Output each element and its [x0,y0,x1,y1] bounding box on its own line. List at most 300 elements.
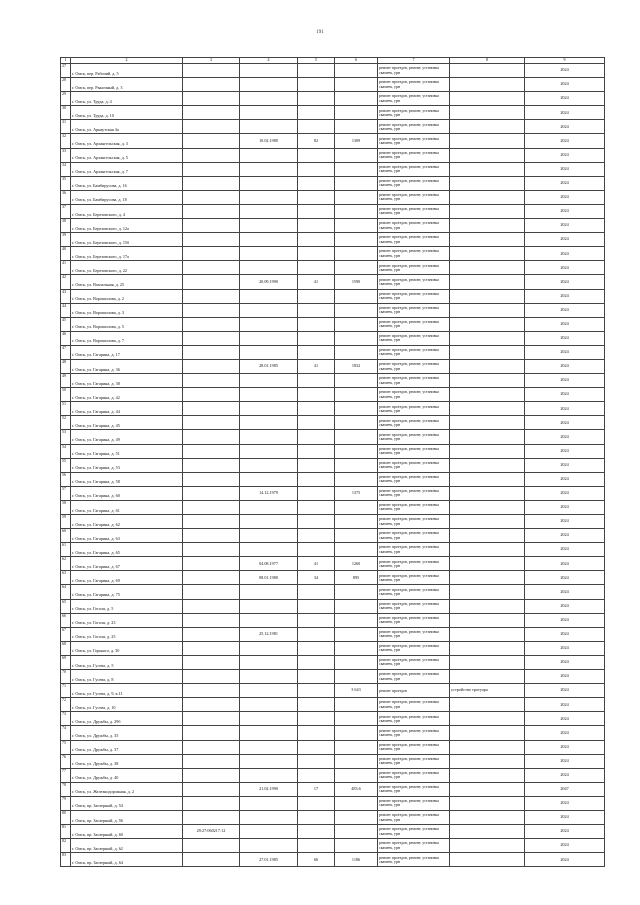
note-cell [450,444,525,458]
date-cell [240,176,298,190]
table-row [61,275,605,289]
address-cell: г. Омск, ул. Березовского, д. 4 [71,204,183,218]
row-number: 79 [61,796,71,810]
work-type-cell: ремонт проездов, ремонт, установка скамеек, урн [378,796,450,810]
table-row [61,627,605,641]
row-number: 78 [61,782,71,796]
address-cell: г. Омск, ул. Березовского, д. 15б [71,233,183,247]
area-cell [335,726,378,740]
year-cell: 2024 [525,64,605,78]
address-cell: г. Омск, ул. Гагарина, д. 69 [71,571,183,585]
work-type-cell: ремонт проездов, ремонт, установка скамеек, урн [378,204,450,218]
year-cell: 2024 [525,247,605,261]
year-cell: 2024 [525,345,605,359]
cadastral-number-cell [183,247,240,261]
value-cell [298,78,335,92]
area-cell [335,92,378,106]
value-cell [298,92,335,106]
table-row [61,162,605,176]
cadastral-number-cell [183,684,240,698]
date-cell: 14.12.1979 [240,486,298,500]
table-row [61,529,605,543]
year-cell: 2024 [525,78,605,92]
table-row [61,599,605,613]
note-cell: устройство тротуара [450,684,525,698]
note-cell [450,162,525,176]
value-cell [298,839,335,853]
work-type-cell: ремонт проездов, ремонт, установка скамеек, урн [378,134,450,148]
work-type-cell: ремонт проездов, ремонт, установка скамеек, урн [378,388,450,402]
work-type-cell: ремонт проездов, ремонт, установка скамеек, урн [378,529,450,543]
table-row [61,670,605,684]
date-cell [240,613,298,627]
work-type-cell: ремонт проездов, ремонт, установка скамеек, урн [378,712,450,726]
area-cell [335,472,378,486]
value-cell [298,374,335,388]
note-cell [450,529,525,543]
row-number: 51 [61,402,71,416]
row-number: 31 [61,120,71,134]
row-number: 82 [61,839,71,853]
note-cell [450,712,525,726]
date-cell [240,543,298,557]
cadastral-number-cell [183,134,240,148]
year-cell: 2024 [525,148,605,162]
row-number: 74 [61,726,71,740]
cadastral-number-cell [183,754,240,768]
area-cell [335,289,378,303]
note-cell [450,839,525,853]
table-row [61,106,605,120]
table-row [61,515,605,529]
date-cell [240,204,298,218]
column-number: 7 [378,58,450,64]
work-type-cell: ремонт проездов, ремонт, установка скамеек, урн [378,64,450,78]
value-cell [298,204,335,218]
address-cell: г. Омск, ул. Гагарина, д. 51 [71,444,183,458]
column-number: 3 [183,58,240,64]
address-cell: г. Омск, ул. Березовского, д. 17а [71,247,183,261]
area-cell [335,331,378,345]
work-type-cell: ремонт проездов, ремонт, установка скамеек, урн [378,416,450,430]
column-number: 8 [450,58,525,64]
table-row [61,641,605,655]
year-cell: 2024 [525,233,605,247]
cadastral-number-cell [183,430,240,444]
row-number: 60 [61,529,71,543]
year-cell: 2024 [525,303,605,317]
date-cell [240,585,298,599]
table-row [61,345,605,359]
year-cell: 2024 [525,289,605,303]
table-row [61,331,605,345]
note-cell [450,219,525,233]
date-cell: 28.01.1985 [240,359,298,373]
area-cell [335,458,378,472]
note-cell [450,557,525,571]
cadastral-number-cell [183,92,240,106]
work-type-cell: ремонт проездов, ремонт, установка скамеек, урн [378,515,450,529]
value-cell [298,698,335,712]
note-cell [450,430,525,444]
year-cell: 2024 [525,261,605,275]
table-row [61,233,605,247]
note-cell [450,78,525,92]
column-number: 6 [335,58,378,64]
value-cell [298,331,335,345]
year-cell: 2024 [525,430,605,444]
address-cell: г. Омск, ул. Гагарина, д. 38 [71,374,183,388]
note-cell [450,416,525,430]
work-type-cell: ремонт проездов, ремонт, установка скамеек, урн [378,430,450,444]
area-cell [335,176,378,190]
work-type-cell: ремонт проездов, ремонт, установка скамеек, урн [378,331,450,345]
row-number: 58 [61,500,71,514]
cadastral-number-cell [183,543,240,557]
year-cell: 2024 [525,134,605,148]
table-row [61,148,605,162]
year-cell: 2024 [525,92,605,106]
date-cell [240,670,298,684]
register-table [60,57,604,867]
area-cell [335,585,378,599]
row-number: 47 [61,345,71,359]
note-cell [450,233,525,247]
work-type-cell: ремонт проездов, ремонт, установка скамеек, урн [378,233,450,247]
cadastral-number-cell [183,740,240,754]
cadastral-number-cell [183,472,240,486]
address-cell: г. Омск, ул. Гагарина, д. 62 [71,515,183,529]
year-cell: 2024 [525,486,605,500]
cadastral-number-cell [183,204,240,218]
year-cell: 2024 [525,585,605,599]
value-cell: 41 [298,275,335,289]
address-cell: г. Омск, ул. Бамбирусова, д. 18 [71,190,183,204]
date-cell [240,92,298,106]
table-row [61,853,605,867]
table-row [61,204,605,218]
area-cell [335,655,378,669]
value-cell [298,388,335,402]
year-cell: 2024 [525,810,605,824]
value-cell [298,162,335,176]
row-number: 34 [61,162,71,176]
work-type-cell: ремонт проездов, ремонт, установка скамеек, урн [378,768,450,782]
note-cell [450,627,525,641]
cadastral-number-cell [183,768,240,782]
year-cell: 2024 [525,106,605,120]
cadastral-number-cell [183,345,240,359]
cadastral-number-cell [183,303,240,317]
note-cell [450,853,525,867]
value-cell [298,740,335,754]
cadastral-number-cell [183,359,240,373]
note-cell [450,613,525,627]
note-cell [450,120,525,134]
work-type-cell: ремонт проездов, ремонт, установка скамеек, урн [378,641,450,655]
year-cell: 2024 [525,825,605,839]
date-cell [240,120,298,134]
area-cell [335,64,378,78]
date-cell [240,317,298,331]
row-number: 83 [61,853,71,867]
note-cell [450,571,525,585]
cadastral-number-cell [183,458,240,472]
table-row [61,374,605,388]
year-cell: 2024 [525,543,605,557]
value-cell [298,529,335,543]
year-cell: 2024 [525,275,605,289]
area-cell [335,247,378,261]
area-cell [335,416,378,430]
row-number: 59 [61,515,71,529]
cadastral-number-cell [183,726,240,740]
note-cell [450,796,525,810]
address-cell: г. Омск, ул. Гагарина, д. 65 [71,543,183,557]
note-cell [450,331,525,345]
value-cell [298,120,335,134]
row-number: 69 [61,655,71,669]
date-cell [240,810,298,824]
note-cell [450,782,525,796]
work-type-cell: ремонт проездов, ремонт, установка скамеек, урн [378,557,450,571]
work-type-cell: ремонт проездов, ремонт, установка скамеек, урн [378,162,450,176]
note-cell [450,303,525,317]
note-cell [450,458,525,472]
year-cell: 2024 [525,359,605,373]
value-cell [298,64,335,78]
value-cell [298,247,335,261]
work-type-cell: ремонт проездов, ремонт, установка скамеек, урн [378,359,450,373]
row-number: 28 [61,78,71,92]
date-cell [240,684,298,698]
date-cell [240,303,298,317]
year-cell: 2024 [525,726,605,740]
row-number: 36 [61,190,71,204]
work-type-cell: ремонт проездов, ремонт, установка скамеек, урн [378,726,450,740]
date-cell [240,458,298,472]
table-row [61,134,605,148]
cadastral-number-cell [183,444,240,458]
work-type-cell: ремонт проездов, ремонт, установка скамеек, урн [378,585,450,599]
table-row [61,796,605,810]
value-cell [298,599,335,613]
date-cell: 08.01.1980 [240,571,298,585]
area-cell [335,641,378,655]
date-cell: 10.02.1980 [240,134,298,148]
cadastral-number-cell [183,289,240,303]
date-cell [240,698,298,712]
date-cell [240,839,298,853]
year-cell: 2024 [525,388,605,402]
row-number: 45 [61,317,71,331]
cadastral-number-cell [183,655,240,669]
cadastral-number-cell [183,515,240,529]
work-type-cell: ремонт проездов, ремонт, установка скамеек, урн [378,374,450,388]
value-cell: 41 [298,359,335,373]
date-cell: 20.09.1990 [240,275,298,289]
page-number: 191 [316,30,324,35]
year-cell: 2024 [525,190,605,204]
date-cell [240,416,298,430]
note-cell [450,655,525,669]
row-number: 62 [61,557,71,571]
date-cell: 04.08.1977 [240,557,298,571]
cadastral-number-cell [183,233,240,247]
work-type-cell: ремонт проездов [378,684,450,698]
work-type-cell: ремонт проездов, ремонт, установка скамеек, урн [378,92,450,106]
date-cell [240,754,298,768]
address-cell: г. Омск, ул. Ворошилова, д. 2 [71,289,183,303]
work-type-cell: ремонт проездов, ремонт, установка скамеек, урн [378,613,450,627]
year-cell: 2024 [525,472,605,486]
area-cell [335,388,378,402]
column-number: 9 [525,58,605,64]
row-number: 27 [61,64,71,78]
note-cell [450,134,525,148]
area-cell [335,613,378,627]
date-cell: 21.02.1990 [240,782,298,796]
year-cell: 2024 [525,796,605,810]
row-number: 57 [61,486,71,500]
table-row [61,247,605,261]
work-type-cell: ремонт проездов, ремонт, установка скамеек, урн [378,219,450,233]
value-cell [298,684,335,698]
row-number: 67 [61,627,71,641]
work-type-cell: ремонт проездов, ремонт, установка скамеек, урн [378,176,450,190]
row-number: 80 [61,810,71,824]
address-cell: г. Омск, ул. Гагарина, д. 67 [71,557,183,571]
note-cell [450,515,525,529]
row-number: 63 [61,571,71,585]
date-cell [240,78,298,92]
area-cell [335,444,378,458]
value-cell [298,472,335,486]
date-cell [240,726,298,740]
date-cell [240,529,298,543]
value-cell [298,345,335,359]
area-cell: 3 643 [335,684,378,698]
work-type-cell: ремонт проездов, ремонт, установка скамеек, урн [378,247,450,261]
work-type-cell: ремонт проездов, ремонт, установка скамеек, урн [378,543,450,557]
year-cell: 2024 [525,768,605,782]
year-cell: 2024 [525,557,605,571]
cadastral-number-cell [183,374,240,388]
table-row [61,740,605,754]
table-row [61,317,605,331]
note-cell [450,261,525,275]
work-type-cell: ремонт проездов, ремонт, установка скамеек, урн [378,472,450,486]
value-cell [298,627,335,641]
area-cell [335,402,378,416]
area-cell [335,839,378,853]
area-cell [335,825,378,839]
date-cell [240,444,298,458]
value-cell [298,825,335,839]
area-cell [335,670,378,684]
area-cell [335,543,378,557]
work-type-cell: ремонт проездов, ремонт, установка скамеек, урн [378,106,450,120]
area-cell: 1832 [335,359,378,373]
value-cell [298,219,335,233]
area-cell [335,162,378,176]
date-cell [240,388,298,402]
date-cell [240,796,298,810]
year-cell: 2024 [525,374,605,388]
row-number: 38 [61,219,71,233]
cadastral-number-cell [183,275,240,289]
year-cell: 2024 [525,444,605,458]
row-number: 39 [61,233,71,247]
date-cell: 27.01.1985 [240,853,298,867]
row-number: 30 [61,106,71,120]
date-cell [240,289,298,303]
year-cell: 2024 [525,627,605,641]
date-cell [240,219,298,233]
row-number: 68 [61,641,71,655]
value-cell [298,148,335,162]
table-row [61,839,605,853]
work-type-cell: ремонт проездов, ремонт, установка скамеек, урн [378,627,450,641]
table-row [61,726,605,740]
address-cell: г. Омск, ул. Вокзальная, д. 25 [71,275,183,289]
note-cell [450,641,525,655]
address-cell: г. Омск, ул. Дружбы, д. 38 [71,754,183,768]
year-cell: 2024 [525,176,605,190]
year-cell: 2024 [525,331,605,345]
value-cell [298,430,335,444]
area-cell [335,754,378,768]
row-number: 43 [61,289,71,303]
area-cell [335,190,378,204]
area-cell: 483.6 [335,782,378,796]
address-cell: г. Омск, пр. Заозерный, д. 64 [71,853,183,867]
year-cell: 2024 [525,839,605,853]
cadastral-number-cell [183,402,240,416]
row-number: 53 [61,430,71,444]
date-cell [240,261,298,275]
table-row [61,500,605,514]
row-number: 76 [61,754,71,768]
work-type-cell: ремонт проездов, ремонт, установка скамеек, урн [378,655,450,669]
note-cell [450,726,525,740]
table-row [61,768,605,782]
cadastral-number-cell [183,613,240,627]
work-type-cell: ремонт проездов, ремонт, установка скамеек, урн [378,486,450,500]
value-cell [298,585,335,599]
table-row [61,825,605,839]
date-cell [240,655,298,669]
cadastral-number-cell [183,670,240,684]
cadastral-number-cell [183,557,240,571]
area-cell [335,627,378,641]
work-type-cell: ремонт проездов, ремонт, установка скамеек, урн [378,303,450,317]
year-cell: 2024 [525,515,605,529]
work-type-cell: ремонт проездов, ремонт, установка скамеек, урн [378,740,450,754]
cadastral-number-cell: 29:27:060217:12 [183,825,240,839]
note-cell [450,768,525,782]
row-number: 40 [61,247,71,261]
value-cell [298,444,335,458]
table-row [61,120,605,134]
date-cell: 25.12.1981 [240,627,298,641]
row-number: 56 [61,472,71,486]
row-number: 52 [61,416,71,430]
year-cell: 2024 [525,529,605,543]
work-type-cell: ремонт проездов, ремонт, установка скамеек, урн [378,190,450,204]
work-type-cell: ремонт проездов, ремонт, установка скамеек, урн [378,289,450,303]
table-row [61,430,605,444]
